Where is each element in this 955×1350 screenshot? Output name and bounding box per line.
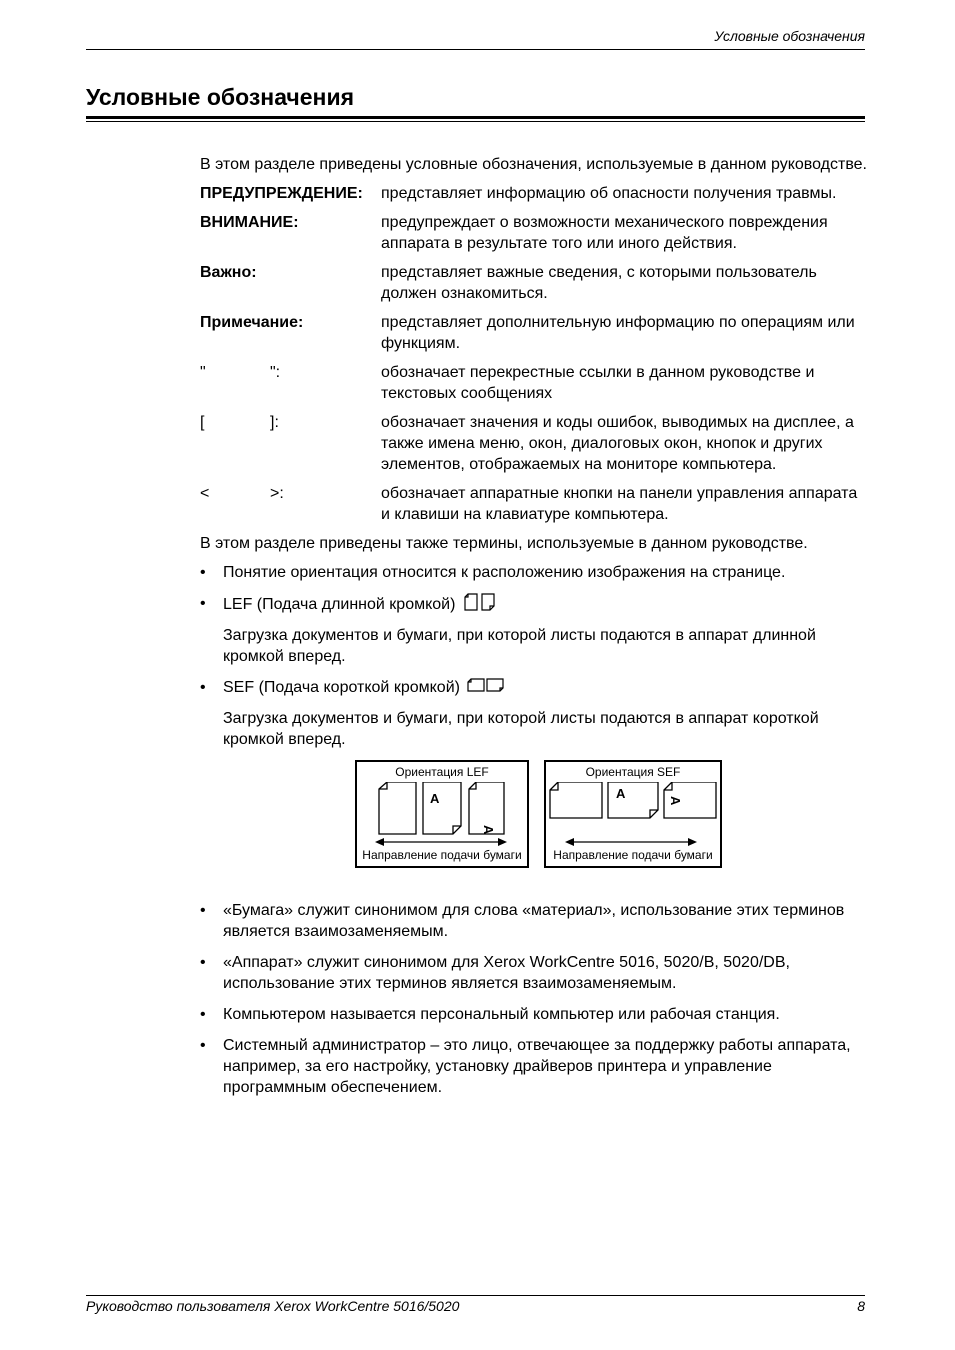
bullet-icon: • [200,1037,206,1054]
definition-term: Примечание: [200,314,304,331]
lef-diagram-caption: Ориентация LEF [395,765,489,779]
symbol-desc: обозначает перекрестные ссылки в данном руководстве и текстовых сообщениях [381,364,815,402]
list-item-text: SEF (Подача короткой кромкой) [223,679,460,696]
symbol-desc: обозначает аппаратные кнопки на панели управления аппарата и клавиши на клавиатуре компьютера. [381,485,858,523]
list-item [200,900,870,942]
sef-feed-icon [467,678,505,694]
definition-term: Важно: [200,264,257,281]
bullet-icon: • [200,595,206,612]
header-rule [86,49,865,50]
definition-desc: представляет информацию об опасности получения травмы. [381,185,837,202]
symbol-term [200,483,381,525]
definition-desc: предупреждает о возможности механического повреждения аппарата в результате того или иного действия. [381,214,828,252]
definition-row [200,183,870,204]
content [200,154,870,1108]
list-item [200,1004,870,1025]
symbol-open: [ [200,414,205,431]
list-item [200,1035,870,1098]
list-item-text: «Аппарат» служит синонимом для Xerox WorkCentre 5016, 5020/B, 5020/DB, использование этих терминов является взаимозаменяемым. [223,954,790,992]
list-item [200,562,870,583]
definition-row [200,262,870,304]
symbol-close: ": [270,364,281,381]
page-letter: A [481,825,496,835]
symbol-open: " [200,364,206,381]
list-item-text: Компьютером называется персональный компьютер или рабочая станция. [223,1006,780,1023]
page-letter: A [668,796,683,806]
terms-intro: В этом разделе приведены также термины, используемые в данном руководстве. [200,535,808,552]
lef-feed-icon [463,593,497,611]
list-item-text: LEF (Подача длинной кромкой) [223,596,456,613]
definition-desc: представляет важные сведения, с которыми пользователь должен ознакомиться. [381,264,817,302]
sef-diagram-graphic [546,782,720,848]
page-number: 8 [857,1298,865,1314]
definition-desc: представляет дополнительную информацию по операциям или функциям. [381,314,855,352]
bullet-icon: • [200,954,206,971]
title-rule-thick [86,116,865,119]
symbol-term [200,412,381,475]
symbol-desc: обозначает значения и коды ошибок, выводимых на дисплее, а также имена меню, окон, диалоговых окон, кнопок и других элементов, отображаемых на мониторе компьютера. [381,414,854,473]
bullet-icon: • [200,1006,206,1023]
definitions-list [200,183,870,525]
title-rule-thin [86,121,865,122]
list-item [200,593,870,615]
list-item [200,677,870,698]
list-item [200,952,870,994]
list-item-text: Понятие ориентация относится к расположению изображения на странице. [223,564,786,581]
list-item-text: Системный администратор – это лицо, отвечающее за поддержку работы аппарата, например, за его настройку, установку драйверов принтера и управление программным обеспечением. [223,1037,851,1096]
bullet-icon: • [200,564,206,581]
bullet-icon: • [200,902,206,919]
sef-diagram-caption: Ориентация SEF [585,765,681,779]
symbol-row [200,362,870,404]
symbol-row [200,412,870,475]
page-footer [86,1298,865,1314]
lef-diagram [355,760,529,868]
sef-diagram-footer: Направление подачи бумаги [553,848,713,862]
lef-diagram-footer: Направление подачи бумаги [362,848,522,862]
page-title: Условные обозначения [86,84,355,110]
definition-term: ВНИМАНИЕ: [200,214,299,231]
definition-term: ПРЕДУПРЕЖДЕНИЕ: [200,185,363,202]
lef-diagram-graphic [357,782,527,848]
footer-rule [86,1295,865,1296]
lef-description: Загрузка документов и бумаги, при которой листы подаются в аппарат длинной кромкой вперед. [223,627,816,665]
symbol-term [200,362,381,404]
symbol-row [200,483,870,525]
definition-row [200,312,870,354]
sef-description: Загрузка документов и бумаги, при которой листы подаются в аппарат короткой кромкой вперед. [223,710,819,748]
orientation-diagrams [200,760,870,890]
symbol-close: >: [270,485,284,502]
symbol-close: ]: [270,414,279,431]
sef-diagram [544,760,722,868]
intro-paragraph: В этом разделе приведены условные обозначения, используемые в данном руководстве. [200,156,867,173]
page-letter: A [616,786,626,801]
page-letter: A [430,791,440,806]
bullet-icon: • [200,679,206,696]
running-header: Условные обозначения [714,28,865,44]
footer-text: Руководство пользователя Xerox WorkCentre 5016/5020 [86,1298,460,1314]
symbol-open: < [200,485,210,502]
definition-row [200,212,870,254]
list-item-text: «Бумага» служит синонимом для слова «материал», использование этих терминов является взаимозаменяемым. [223,902,845,940]
